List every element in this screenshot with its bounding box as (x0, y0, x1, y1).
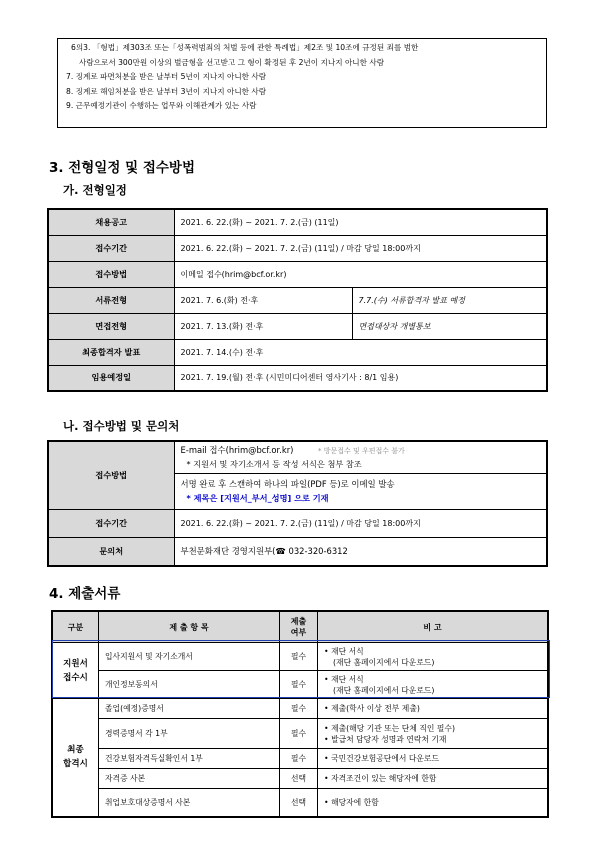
remark-line: • 재단 서식 (324, 646, 364, 656)
row-value: 이메일 접수(hrim@bcf.or.kr) (174, 261, 547, 287)
remark-line: • 제출(해당 기관 또는 단체 직인 필수) (324, 723, 455, 733)
item-cell: 졸업(예정)증명서 (99, 699, 280, 719)
section3b-title: 나. 접수방법 및 문의처 (63, 419, 180, 433)
table-row (52, 719, 548, 749)
remark-cell: • 해당자에 한함 (318, 789, 549, 817)
table-row (48, 510, 547, 538)
header-category: 구분 (52, 611, 99, 643)
subject-note: * 제목은 [지원서_부서_성명] 으로 기재 (186, 493, 329, 503)
item-cell: 입사지원서 및 자기소개서 (99, 643, 280, 671)
row-value: 2021. 7. 19.(월) 전·후 (시민미디어센터 영사기사 : 8/1 임용) (174, 365, 547, 391)
table-row (52, 699, 548, 719)
schedule-table (47, 208, 548, 392)
row-value: 2021. 6. 22.(화) ~ 2021. 7. 2.(금) (11일) / 마감 당일 18:00까지 (174, 235, 547, 261)
table-row (52, 769, 548, 789)
row-value: 2021. 7. 13.(화) 전·후 (174, 313, 352, 339)
remark-cell (318, 671, 549, 699)
table-row (52, 749, 548, 769)
row-label: 최종합격자 발표 (48, 339, 174, 365)
table-row (48, 538, 547, 566)
required-cell: 필수 (280, 719, 318, 749)
email-note: * 방문접수 및 우편접수 불가 (317, 447, 405, 455)
row-label: 접수방법 (48, 261, 174, 287)
remark-line: (재단 홈페이지에서 다운로드) (333, 657, 435, 667)
eligibility-line: 7. 징계로 파면처분을 받은 날부터 5년이 지나지 아니한 사람 (66, 72, 267, 82)
table-row (48, 261, 547, 287)
remark-cell (318, 643, 549, 671)
eligibility-line: 8. 징계로 해임처분을 받은 날부터 3년이 지나지 아니한 사람 (66, 86, 267, 96)
header-item: 제 출 항 목 (99, 611, 280, 643)
row-label: 임용예정일 (48, 365, 174, 391)
documents-table (51, 610, 549, 818)
remark-cell (318, 719, 549, 749)
table-row (48, 235, 547, 261)
table-row (52, 671, 548, 699)
eligibility-line: 사람으로서 300만원 이상의 벌금형을 선고받고 그 형이 확정된 후 2년이 지나지 아니한 사람 (79, 57, 385, 67)
row-label: 접수기간 (48, 510, 174, 538)
row-note: 7.7.(수) 서류합격자 발표 예정 (352, 287, 547, 313)
item-cell: 개인정보동의서 (99, 671, 280, 699)
header-required: 제출 여부 (280, 611, 318, 643)
section3-title: 3. 전형일정 및 접수방법 (49, 160, 195, 176)
required-cell: 필수 (280, 643, 318, 671)
row-value: 2021. 6. 22.(화) ~ 2021. 7. 2.(금) (11일) (174, 209, 547, 235)
email-line: E-mail 접수(hrim@bcf.or.kr) (180, 445, 294, 455)
required-cell: 필수 (280, 671, 318, 699)
item-cell: 건강보험자격득실확인서 1부 (99, 749, 280, 769)
eligibility-line: 9. 근무예정기관이 수행하는 업무와 이해관계가 있는 사람 (66, 101, 257, 111)
remark-line: (재단 홈페이지에서 다운로드) (333, 685, 435, 695)
row-note: 면접대상자 개별통보 (352, 313, 547, 339)
remark-cell: • 자격조건이 있는 해당자에 한함 (318, 769, 549, 789)
item-cell: 경력증명서 각 1부 (99, 719, 280, 749)
row-label: 문의처 (48, 538, 174, 566)
method-cell (174, 441, 547, 510)
row-label: 서류전형 (48, 287, 174, 313)
table-row (48, 287, 547, 313)
row-value: 부천문화재단 경영지원부(☎ 032-320-6312 (174, 538, 547, 566)
header-remark: 비 고 (318, 611, 549, 643)
eligibility-line: 6의3. 「형법」제303조 또는「성폭력범죄의 처벌 등에 관한 특례법」제2조 및 10조에 규정된 죄를 범한 (71, 43, 419, 52)
row-label: 채용공고 (48, 209, 174, 235)
table-row (48, 441, 547, 510)
row-label: 접수기간 (48, 235, 174, 261)
table-row (52, 643, 548, 671)
remark-line: • 재단 서식 (324, 674, 364, 684)
row-label: 접수방법 (48, 441, 174, 510)
row-value: 2021. 7. 14.(수) 전·후 (174, 339, 547, 365)
row-value: 2021. 6. 22.(화) ~ 2021. 7. 2.(금) (11일) / 마감 당일 18:00까지 (174, 510, 547, 538)
remark-cell: • 국민건강보험공단에서 다운로드 (318, 749, 549, 769)
section3a-title: 가. 전형일정 (63, 183, 127, 197)
group-label: 지원서 접수시 (52, 643, 99, 699)
table-row (52, 789, 548, 817)
remark-line: • 발급처 담당자 성명과 연락처 기재 (324, 734, 447, 744)
item-cell: 취업보호대상증명서 사본 (99, 789, 280, 817)
section4-title: 4. 제출서류 (49, 586, 121, 602)
table-row (48, 365, 547, 391)
item-cell: 자격증 사본 (99, 769, 280, 789)
table-row (48, 339, 547, 365)
required-cell: 선택 (280, 769, 318, 789)
required-cell: 선택 (280, 789, 318, 817)
required-cell: 필수 (280, 749, 318, 769)
table-header-row (52, 611, 548, 643)
remark-cell: • 제출(학사 이상 전부 제출) (318, 699, 549, 719)
pdf-line: 서명 완료 후 스캔하여 하나의 파일(PDF 등)로 이메일 발송 (180, 479, 395, 489)
table-row (48, 209, 547, 235)
form-note: * 지원서 및 자기소개서 등 작성 서식은 첨부 참조 (186, 459, 362, 469)
contact-table (47, 440, 548, 567)
row-label: 면접전형 (48, 313, 174, 339)
group-label: 최종 합격시 (52, 699, 99, 817)
eligibility-box (57, 38, 547, 128)
row-value: 2021. 7. 6.(화) 전·후 (174, 287, 352, 313)
table-row (48, 313, 547, 339)
required-cell: 필수 (280, 699, 318, 719)
